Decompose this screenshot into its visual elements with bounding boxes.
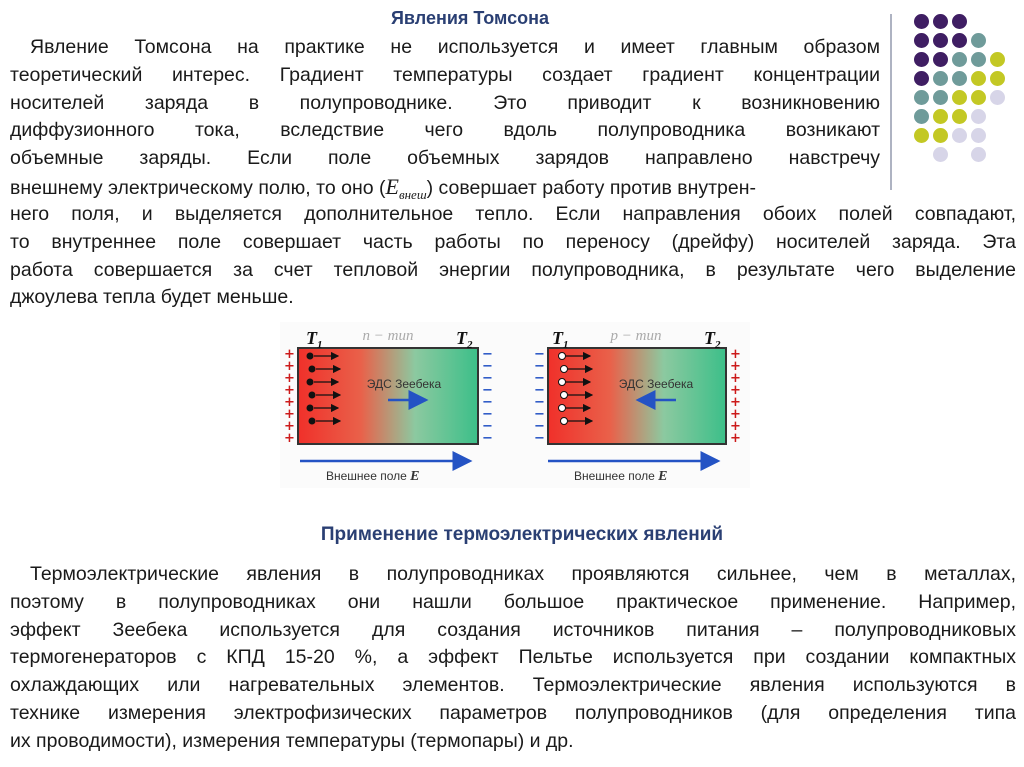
hole [559,353,566,360]
hole [561,392,568,399]
svg-text:−: − [534,431,545,446]
svg-text:−: − [534,407,545,422]
svg-text:+: + [284,359,295,374]
dot [971,52,986,67]
text-line: объемные заряды. Если поле объемных зарядов направлено навстречу [10,147,880,170]
svg-text:+: + [730,383,741,398]
paragraph-thomson-bottom [10,201,1016,312]
field-subscript: внеш [398,186,427,202]
dot [952,52,967,67]
section-title-applications: Применение термоэлектрических явлений [320,524,724,545]
vertical-divider [890,14,892,190]
dot [933,109,948,124]
dot [971,147,986,162]
semiconductor-bar [548,348,726,444]
external-field-label: Внешнее поле E [326,469,420,484]
text-line: Явление Томсона на практике не используется и имеет главным образом [30,36,880,58]
svg-text:−: − [534,419,545,434]
left-charges [534,347,545,446]
text-line: работа совершается за счет тепловой энергии полупроводника, в результате чего выделение [10,258,1016,281]
text-line: носителей заряда в полупроводнике. Это приводит к возникновению [10,91,880,114]
panel-p-type [534,328,741,484]
diagram-svg [280,322,750,488]
svg-text:+: + [730,347,741,362]
dot [952,33,967,48]
dot [990,71,1005,86]
text-line: эффект Зеебека используется для создания источников питания – полупроводниковых [10,618,1016,641]
dot [952,90,967,105]
svg-text:−: − [534,359,545,374]
electron [309,366,316,373]
t1-label: $T_1$ [552,328,569,351]
dot [952,14,967,29]
hole [559,405,566,412]
svg-text:−: − [534,383,545,398]
svg-text:+: + [730,359,741,374]
svg-text:+: + [730,407,741,422]
right-charges [730,347,741,446]
t2-label: $T_2$ [704,328,721,351]
dot [952,128,967,143]
external-field-label: Внешнее поле E [574,469,668,484]
text-line: охлаждающих или нагревательных элементов. Термоэлектрические явления используются в [10,674,1016,697]
svg-text:+: + [730,371,741,386]
text-line: Термоэлектрические явления в полупроводниках проявляются сильнее, чем в металлах, [30,563,1016,585]
hole [561,418,568,425]
text-line: термогенераторов с КПД 15-20 %, а эффект Пельтье используется при создании компактных [10,646,1016,669]
dot [914,71,929,86]
left-charges [284,347,295,446]
dot [933,128,948,143]
dot [933,147,948,162]
svg-text:+: + [284,419,295,434]
paragraph-applications [10,561,1016,756]
panel-n-type [284,328,493,484]
text-line: джоулева тепла будет меньше. [10,286,294,309]
svg-text:−: − [534,371,545,386]
svg-text:−: − [482,371,493,386]
electron [307,379,314,386]
dot [952,71,967,86]
svg-text:−: − [482,347,493,362]
text-line: теоретический интерес. Градиент температуры создает градиент концентрации [10,63,880,86]
svg-text:+: + [284,347,295,362]
text-line: поэтому в полупроводниках они нашли большое практическое применение. Например, [10,590,1016,613]
dot [933,14,948,29]
dot [933,52,948,67]
dot [990,52,1005,67]
text-line: их проводимости), измерения температуры (термопары) и др. [10,729,574,752]
field-symbol: E [385,173,399,199]
right-charges [482,347,493,446]
electron [307,405,314,412]
svg-text:+: + [284,383,295,398]
svg-text:+: + [730,419,741,434]
type-label: n − тип [362,328,414,344]
svg-text:−: − [534,395,545,410]
type-label: p − тип [610,328,662,344]
dot [914,33,929,48]
dot [971,128,986,143]
dot [971,71,986,86]
electron [309,418,316,425]
t2-label: $T_2$ [456,328,473,351]
text-segment: внешнему электрическому полю, то оно ( [10,176,386,199]
hole [559,379,566,386]
svg-text:+: + [730,395,741,410]
emf-label: ЭДС Зеебека [366,377,442,391]
svg-text:−: − [482,431,493,446]
text-line: то внутреннее поле совершает часть работы по переносу (дрейфу) носителей заряда. Эта [10,230,1016,253]
svg-text:+: + [284,395,295,410]
svg-text:−: − [482,419,493,434]
paragraph-thomson-top [10,34,880,209]
dot [971,90,986,105]
dot [971,33,986,48]
svg-text:−: − [482,383,493,398]
semiconductor-bar [298,348,478,444]
svg-text:−: − [534,347,545,362]
text-segment: ) совершает работу против внутрен- [426,176,757,199]
dot [914,14,929,29]
text-line: него поля, и выделяется дополнительное тепло. Если направления обоих полей совпадают, [10,203,1016,225]
svg-text:−: − [482,359,493,374]
svg-text:+: + [730,431,741,446]
dot [914,128,929,143]
dot [914,109,929,124]
svg-text:−: − [482,407,493,422]
text-line: диффузионного тока, вследствие чего вдоль полупроводника возникают [10,119,880,142]
dot [933,71,948,86]
emf-label: ЭДС Зеебека [618,377,694,391]
svg-text:+: + [284,407,295,422]
t1-label: $T_1$ [306,328,323,351]
dot [914,90,929,105]
section-title-thomson: Явления Томсона [390,8,549,28]
dot [990,90,1005,105]
svg-text:+: + [284,431,295,446]
thermoelectric-diagram [280,322,750,488]
text-line: технике измерения электрофизических параметров полупроводников (для определения типа [10,701,1016,724]
dot [933,90,948,105]
svg-text:−: − [482,395,493,410]
svg-text:+: + [284,371,295,386]
dot [933,33,948,48]
electron [307,353,314,360]
dot [971,109,986,124]
dot [914,52,929,67]
dot [952,109,967,124]
electron [309,392,316,399]
hole [561,366,568,373]
